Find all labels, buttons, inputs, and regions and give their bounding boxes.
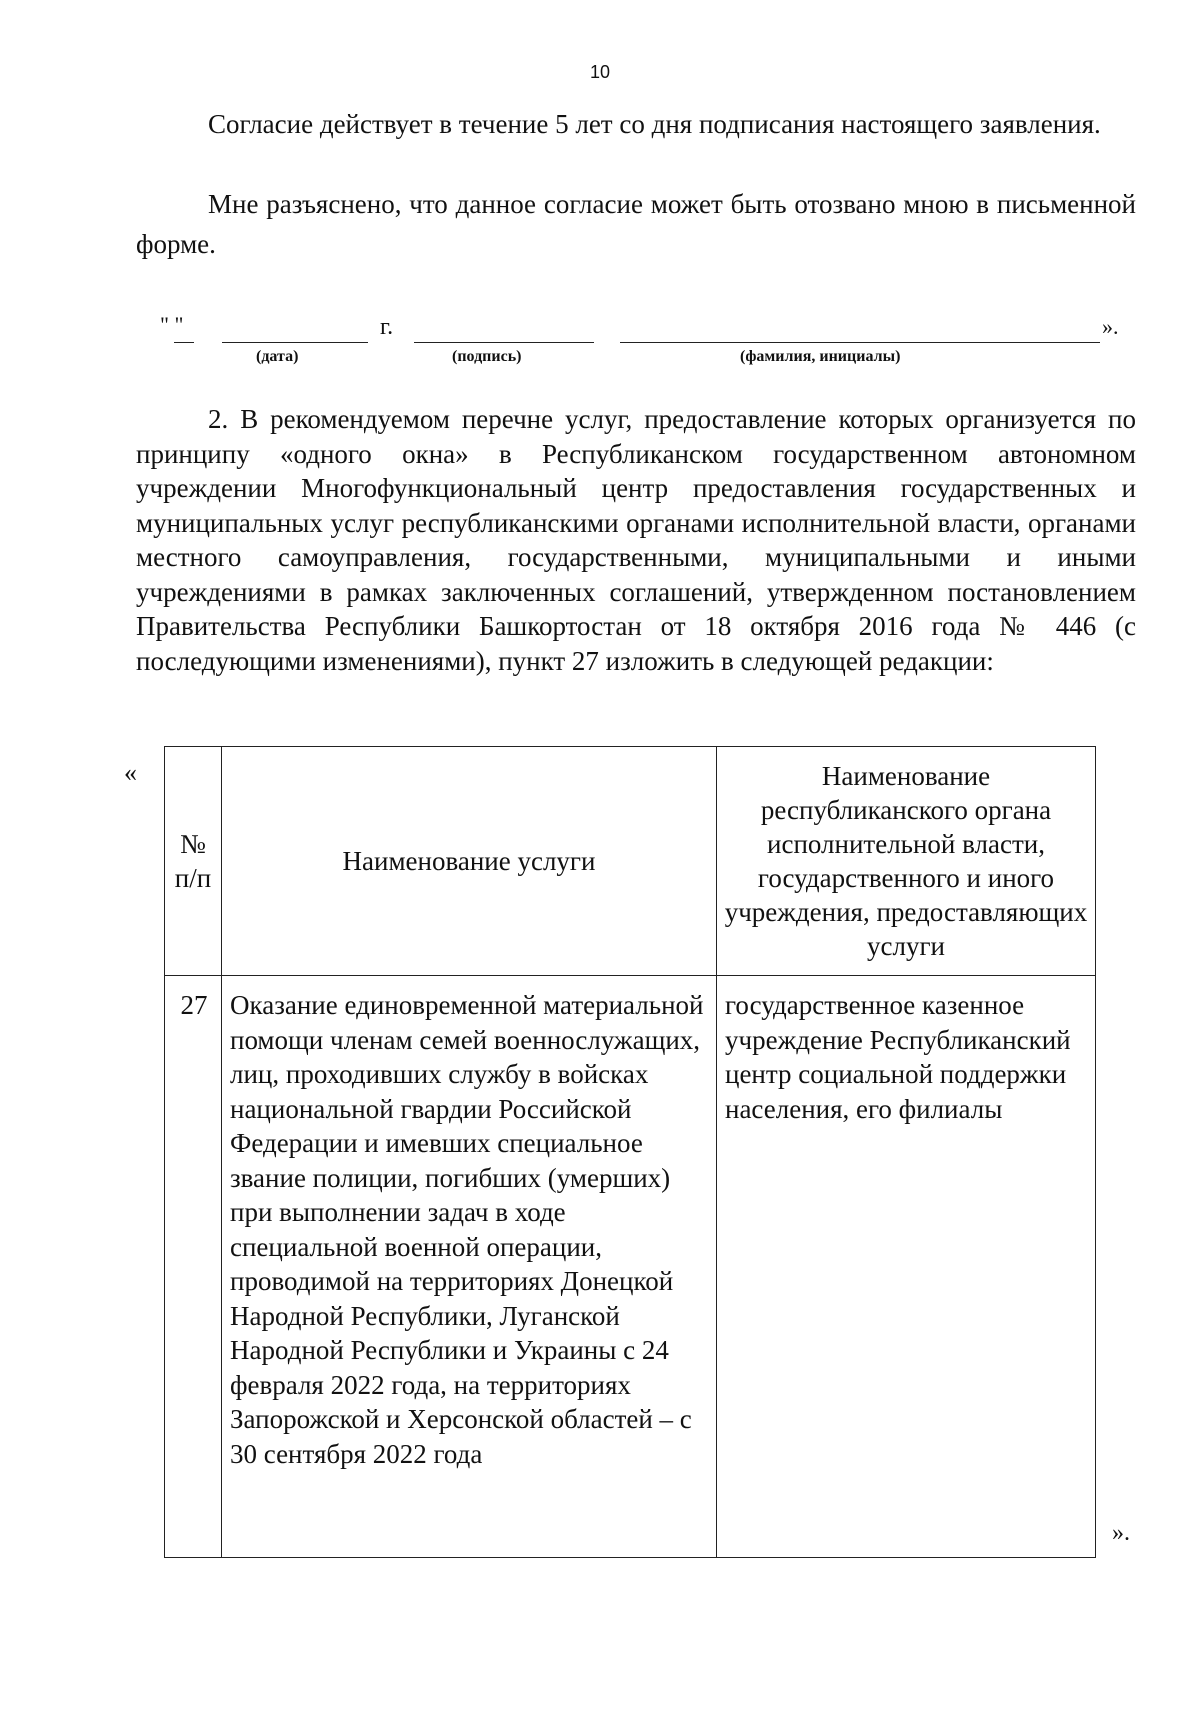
page-number: 10 [589,62,611,82]
signature-blank[interactable] [414,342,594,343]
row-number: 27 [165,976,222,1558]
consent-validity-paragraph: Согласие действует в течение 5 лет со дня подписания настоящего заявления. [208,109,1101,139]
date-day-quotes: " " [160,312,184,337]
services-table [164,746,1096,1558]
table-header-row [165,747,1096,976]
caption-name: (фамилия, инициалы) [740,348,901,365]
signature-closing-quote: ». [1102,314,1119,339]
table-opening-quote: « [124,758,137,787]
signature-line [0,312,1200,378]
year-suffix: г. [380,314,394,340]
caption-signature: (подпись) [452,348,522,365]
header-organization: Наименование республиканского органа исполнительной власти, государственного и иного учреждения, предоставляющих услуги [717,747,1096,976]
header-service-name: Наименование услуги [222,747,717,976]
row-service-name: Оказание единовременной материальной помощи членам семей военнослужащих, лиц, проходивших службу в войсках национальной гвардии Российской Федерации и имевших специальное звание полиции, погибших (умерших) при выполнении задач в ходе специальной военной операции, проводимой на территориях Донецкой Народной Республики, Луганской Народной Республики и Украины с 24 февраля 2022 года, на территориях Запорожской и Херсонской областей – с 30 сентября 2022 года [222,976,717,1558]
name-blank[interactable] [620,342,1100,343]
caption-date: (дата) [256,348,299,365]
day-blank[interactable] [174,342,194,343]
table-row [165,976,1096,1558]
consent-revocation-paragraph: Мне разъяснено, что данное согласие может быть отозвано мною в письменной форме. [136,189,1136,259]
date-blank[interactable] [222,342,368,343]
table-closing-quote: ». [1112,1520,1130,1546]
item-2-paragraph: 2. В рекомендуемом перечне услуг, предоставление которых организуется по принципу «одного окна» в Республиканском государственном автономном учреждении Многофункциональный центр предоставления государственных и муниципальных услуг республиканскими органами исполнительной власти, органами местного самоуправления, государственными, муниципальными и иными учреждениями в рамках заключенных соглашений, утвержденном постановлением Правительства Республики Башкортостан от 18 октября 2016 года № 446 (с последующими изменениями), пункт 27 изложить в следующей редакции: [136,404,1136,676]
row-organization: государственное казенное учреждение Республиканский центр социальной поддержки населения, его филиалы [717,976,1096,1558]
header-number: № п/п [165,747,222,976]
